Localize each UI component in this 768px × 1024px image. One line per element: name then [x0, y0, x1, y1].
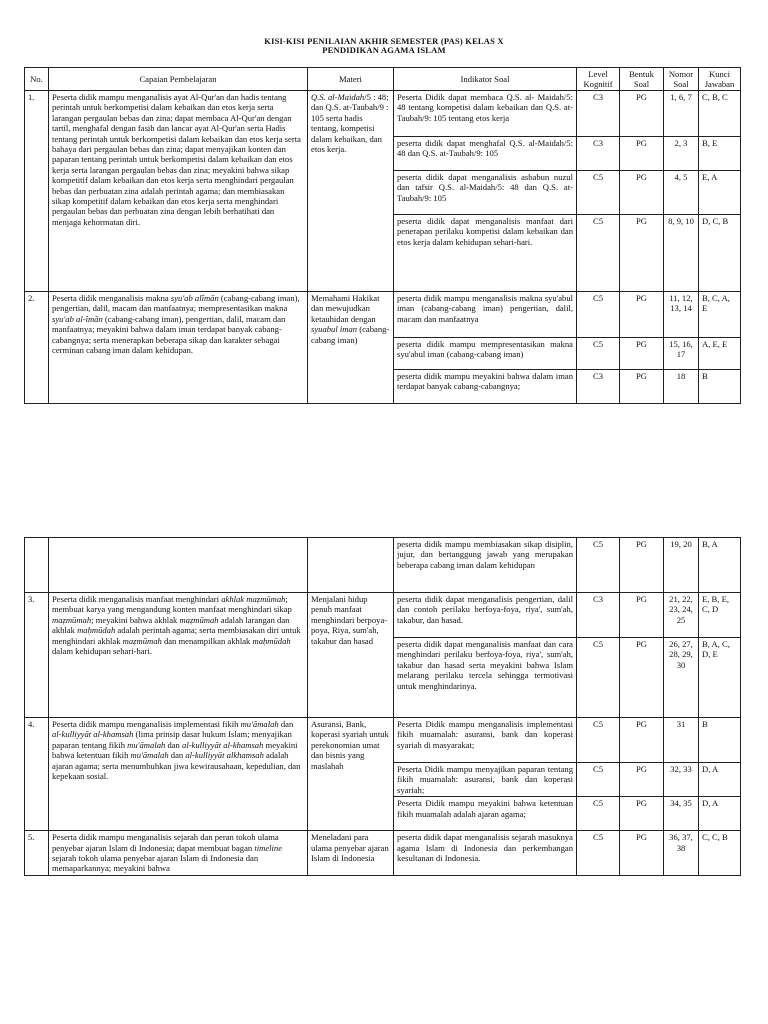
level-cell: C3	[577, 137, 620, 171]
level-cell: C5	[577, 292, 620, 338]
materi-cell: Meneladani para ulama penyebar ajaran Islam di Indonesia	[308, 831, 394, 876]
capaian-cell	[49, 538, 308, 593]
bentuk-cell: PG	[620, 171, 664, 215]
nomor-cell: 31	[664, 718, 699, 763]
kunci-cell: D, A	[699, 763, 741, 797]
level-cell: C3	[577, 370, 620, 404]
materi-cell: Asuransi, Bank, koperasi syariah untuk perekonomian umat dan bisnis yang maslahah	[308, 718, 394, 831]
bentuk-cell: PG	[620, 338, 664, 370]
row-number: 2.	[25, 292, 49, 404]
row-number: 5.	[25, 831, 49, 876]
kunci-cell: B, A, C, D, E	[699, 638, 741, 718]
document-title: KISI-KISI PENILAIAN AKHIR SEMESTER (PAS) KELAS X	[264, 36, 504, 46]
bentuk-cell: PG	[620, 215, 664, 292]
indikator-cell: Peserta Didik mampu menganalisis implementasi fikih muamalah: asuransi, bank dan koperasi syariah di masyarakat;	[394, 718, 577, 763]
level-cell: C5	[577, 338, 620, 370]
kunci-cell: B, E	[699, 137, 741, 171]
level-cell: C5	[577, 538, 620, 593]
nomor-cell: 36, 37, 38	[664, 831, 699, 876]
row-number: 3.	[25, 593, 49, 718]
kunci-cell: C, B, C	[699, 91, 741, 137]
indikator-cell: peserta didik mampu meyakini bahwa dalam iman terdapat banyak cabang-cabangnya;	[394, 370, 577, 404]
kunci-cell: B, A	[699, 538, 741, 593]
kunci-cell: D, C, B	[699, 215, 741, 292]
kunci-cell: B	[699, 718, 741, 763]
header-nomor: Nomor Soal	[664, 68, 699, 91]
kunci-cell: B, C, A, E	[699, 292, 741, 338]
nomor-cell: 4, 5	[664, 171, 699, 215]
indikator-cell: peserta didik dapat menganalisis asbabun nuzul dan tafsir Q.S. al-Maidah/5: 48 dan Q.S. at-Taubah/9: 105	[394, 171, 577, 215]
row-number: 4.	[25, 718, 49, 831]
header-level: Level Kognitif	[577, 68, 620, 91]
bentuk-cell: PG	[620, 593, 664, 638]
header-materi: Materi	[308, 68, 394, 91]
level-cell: C5	[577, 831, 620, 876]
indikator-cell: peserta didik dapat menganalisis pengertian, dalil dan contoh perilaku berfoya-foya, riya', sum'ah, takabur, dan hasad.	[394, 593, 577, 638]
indikator-cell: peserta didik dapat menganalisis sejarah masuknya agama Islam di Indonesia dan perkembangan kesultanan di Indonesia.	[394, 831, 577, 876]
nomor-cell: 11, 12, 13, 14	[664, 292, 699, 338]
kunci-cell: D, A	[699, 797, 741, 831]
level-cell: C5	[577, 718, 620, 763]
level-cell: C3	[577, 91, 620, 137]
bentuk-cell: PG	[620, 831, 664, 876]
nomor-cell: 19, 20	[664, 538, 699, 593]
bentuk-cell: PG	[620, 718, 664, 763]
level-cell: C5	[577, 797, 620, 831]
header-no: No.	[25, 68, 49, 91]
nomor-cell: 18	[664, 370, 699, 404]
materi-cell	[308, 538, 394, 593]
table-row	[25, 593, 741, 638]
nomor-cell: 21, 22, 23, 24, 25	[664, 593, 699, 638]
kunci-cell: A, E, E	[699, 338, 741, 370]
header-indikator: Indikator Soal	[394, 68, 577, 91]
level-cell: C5	[577, 763, 620, 797]
nomor-cell: 34, 35	[664, 797, 699, 831]
bentuk-cell: PG	[620, 538, 664, 593]
capaian-cell: Peserta didik mampu menganalisis ayat Al-Qur'an dan hadis tentang perintah untuk berkompetisi dalam kebaikan dan etos kerja serta larangan pergaulan bebas dan zina; dapat membaca Al-Qur'an dengan tartil, menghafal dengan fasih dan lancar ayat Al-Qur'an serta Hadis tentang perintah untuk berkompetisi dalam kebaikan dan etos kerja serta bahaya dari pergaulan bebas dan zina; dapat menyajikan konten dan paparan tentang perintah untuk berkompetisi dalam kebaikan dan etos kerja serta larangan pergaulan bebas dan zina; meyakini bahwa sikap kompetitif dalam kebaikan dan etos kerja serta menghindari pergaulan bebas dan perbuatan zina adalah perintah agama; dan membiasakan sikap kompetitif dalam kebaikan dan etos kerja serta menghindari pergaulan bebas dan perbuatan zina dengan lebih berhatihati dan menjaga kehormatan diri.	[49, 91, 308, 292]
level-cell: C5	[577, 638, 620, 718]
table-row	[25, 91, 741, 137]
indikator-cell: Peserta Didik dapat membaca Q.S. al- Maidah/5: 48 tentang kompetisi dalam kebaikan dan Q.S. at-Taubah/9: 105 tentang etos kerja	[394, 91, 577, 137]
header-row	[25, 68, 741, 91]
indikator-cell: peserta didik mampu menganalisis makna syu'abul iman (cabang-cabang iman) pengertian, dalil, macam dan manfaatnya	[394, 292, 577, 338]
table-row	[25, 292, 741, 338]
indikator-cell: Peserta Didik mampu meyakini bahwa ketentuan fikih muamalah adalah ajaran agama;	[394, 797, 577, 831]
bentuk-cell: PG	[620, 370, 664, 404]
materi-cell: Q.S. al-Maidah/5 : 48; dan Q.S. at-Taubah/9 : 105 serta hadis tentang, kompetisi dalam kebaikan, dan etos kerja.	[308, 91, 394, 292]
bentuk-cell: PG	[620, 137, 664, 171]
level-cell: C5	[577, 171, 620, 215]
nomor-cell: 26, 27, 28, 29, 30	[664, 638, 699, 718]
kunci-cell: E, B, E, C, D	[699, 593, 741, 638]
row-number	[25, 538, 49, 593]
nomor-cell: 8, 9, 10	[664, 215, 699, 292]
kisi-kisi-table-page1	[24, 67, 741, 404]
bentuk-cell: PG	[620, 292, 664, 338]
nomor-cell: 32, 33	[664, 763, 699, 797]
nomor-cell: 2, 3	[664, 137, 699, 171]
bentuk-cell: PG	[620, 91, 664, 137]
indikator-cell: peserta didik mampu mempresentasikan makna syu'abul iman (cabang-cabang iman)	[394, 338, 577, 370]
indikator-cell: peserta didik dapat menghafal Q.S. al-Maidah/5: 48 dan Q.S. at-Taubah/9: 105	[394, 137, 577, 171]
capaian-cell: Peserta didik menganalisis makna syu'ab alîmān (cabang-cabang iman), pengertian, dalil, macam dan manfaatnya; mempresentasikan makna syu'ab al-îmān (cabang-cabang iman), pengertian, dalil, macam dan manfaatnya; meyakini bahwa dalam iman terdapat banyak cabang-cabangnya; serta menerapkan beberapa sikap dan karakter sebagai cerminan cabang iman dalam kehidupan.	[49, 292, 308, 404]
capaian-cell: Peserta didik mampu menganalisis implementasi fikih mu'āmalah dan al-kulliyyāt al-khamsah (lima prinsip dasar hukum Islam; menyajikan paparan tentang fikih mu'āmalah dan al-kulliyyāt al-khamsah meyakini bahwa ketentuan fikih mu'āmalah dan al-kulliyyāt alkhamsah adalah ajaran agama; serta menumbuhkan jiwa kewirausahaan, kepedulian, dan kepekaan sosial.	[49, 718, 308, 831]
bentuk-cell: PG	[620, 638, 664, 718]
bentuk-cell: PG	[620, 763, 664, 797]
kunci-cell: B	[699, 370, 741, 404]
kunci-cell: C, C, B	[699, 831, 741, 876]
materi-cell: Memahami Hakikat dan mewujudkan ketauhidan dengan syuabul iman (cabang-cabang iman)	[308, 292, 394, 404]
capaian-cell: Peserta didik menganalisis manfaat menghindari akhlak maẓmūmah; membuat karya yang mengandung konten manfaat menghindari sikap maẓmūmah; meyakini bahwa akhlak maẓmūmah adalah larangan dan akhlak maḥmūdah adalah perintah agama; serta membiasakan diri untuk menghindari akhlak maẓmūmah dan menampilkan akhlak maḥmūdah dalam kehidupan sehari-hari.	[49, 593, 308, 718]
indikator-cell: Peserta Didik mampu menyajikan paparan tentang fikih muamalah: asuransi, bank dan koperasi syariah;	[394, 763, 577, 797]
capaian-cell: Peserta didik mampu menganalisis sejarah dan peran tokoh ulama penyebar ajaran Islam di Indonesia; dapat membuat bagan timeline sejarah tokoh ulama penyebar ajaran Islam di Indonesia dan memaparkannya; meyakini bahwa	[49, 831, 308, 876]
indikator-cell: peserta didik dapat menganalisis manfaat dan cara menghindari perilaku berfoya-foya, riya', sum'ah, takabur dan hasad serta meyakini bahwa Islam melarang perilaku tercela sehingga termotivasi untuk menghindarinya.	[394, 638, 577, 718]
bentuk-cell: PG	[620, 797, 664, 831]
kunci-cell: E, A	[699, 171, 741, 215]
kisi-kisi-table-page2	[24, 537, 741, 876]
header-kunci: Kunci Jawaban	[699, 68, 741, 91]
level-cell: C5	[577, 215, 620, 292]
indikator-cell: peserta didik mampu membiasakan sikap disiplin, jujur, dan bertanggung jawab yang merupakan beberapa cabang iman dalam kehidupan	[394, 538, 577, 593]
row-number: 1.	[25, 91, 49, 292]
header-capaian: Capaian Pembelajaran	[49, 68, 308, 91]
document-subtitle: PENDIDIKAN AGAMA ISLAM	[322, 45, 446, 55]
table-row	[25, 538, 741, 593]
materi-cell: Menjalani hidup penuh manfaat menghindari berpoya-poya, Riya, sum'ah, takabur dan hasad	[308, 593, 394, 718]
level-cell: C3	[577, 593, 620, 638]
indikator-cell: peserta didik dapat menganalisis manfaat dari penerapan perilaku kompetisi dalam kebaikan dan etos kerja dalam kehidupan sehari-hari.	[394, 215, 577, 292]
header-bentuk: Bentuk Soal	[620, 68, 664, 91]
nomor-cell: 1, 6, 7	[664, 91, 699, 137]
table-row	[25, 831, 741, 876]
nomor-cell: 15, 16, 17	[664, 338, 699, 370]
table-row	[25, 718, 741, 763]
